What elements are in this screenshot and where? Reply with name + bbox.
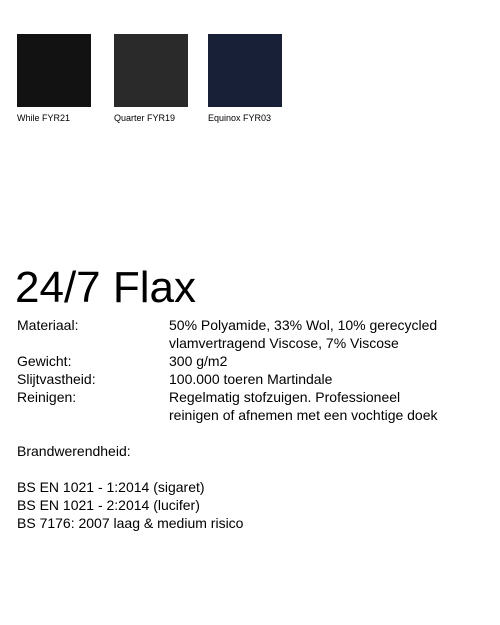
spec-label-weight: Gewicht: bbox=[17, 353, 72, 369]
spec-value-line: vlamvertragend Viscose, 7% Viscose bbox=[169, 335, 399, 351]
fire-resistance-item: BS EN 1021 - 1:2014 (sigaret) bbox=[17, 479, 205, 495]
spec-value-weight bbox=[169, 352, 484, 370]
swatch-label: While FYR21 bbox=[17, 113, 71, 123]
spec-value-cleaning bbox=[169, 388, 484, 424]
spec-label-cleaning: Reinigen: bbox=[17, 389, 77, 405]
fabric-swatch-quarter-fyr19 bbox=[114, 34, 188, 107]
spec-value-line: 100.000 toeren Martindale bbox=[169, 371, 333, 387]
fabric-swatch-equinox-fyr03 bbox=[208, 34, 282, 107]
swatch-label: Equinox FYR03 bbox=[208, 113, 272, 123]
spec-value-line: Regelmatig stofzuigen. Professioneel bbox=[169, 389, 401, 405]
product-title: 24/7 Flax bbox=[15, 263, 196, 312]
spec-value-abrasion bbox=[169, 370, 484, 388]
fire-resistance-item: BS EN 1021 - 2:2014 (lucifer) bbox=[17, 497, 200, 513]
fire-resistance-heading: Brandwerendheid: bbox=[17, 443, 131, 459]
spec-value-line: 300 g/m2 bbox=[169, 353, 228, 369]
spec-value-line: 50% Polyamide, 33% Wol, 10% gerecycled bbox=[169, 317, 438, 333]
spec-value-material bbox=[169, 316, 484, 352]
spec-label-material: Materiaal: bbox=[17, 317, 79, 333]
spec-value-line: reinigen of afnemen met een vochtige doek bbox=[169, 407, 438, 423]
fire-resistance-item: BS 7176: 2007 laag & medium risico bbox=[17, 515, 244, 531]
swatch-label: Quarter FYR19 bbox=[114, 113, 176, 123]
fabric-swatch-while-fyr21 bbox=[17, 34, 91, 107]
spec-label-abrasion: Slijtvastheid: bbox=[17, 371, 96, 387]
